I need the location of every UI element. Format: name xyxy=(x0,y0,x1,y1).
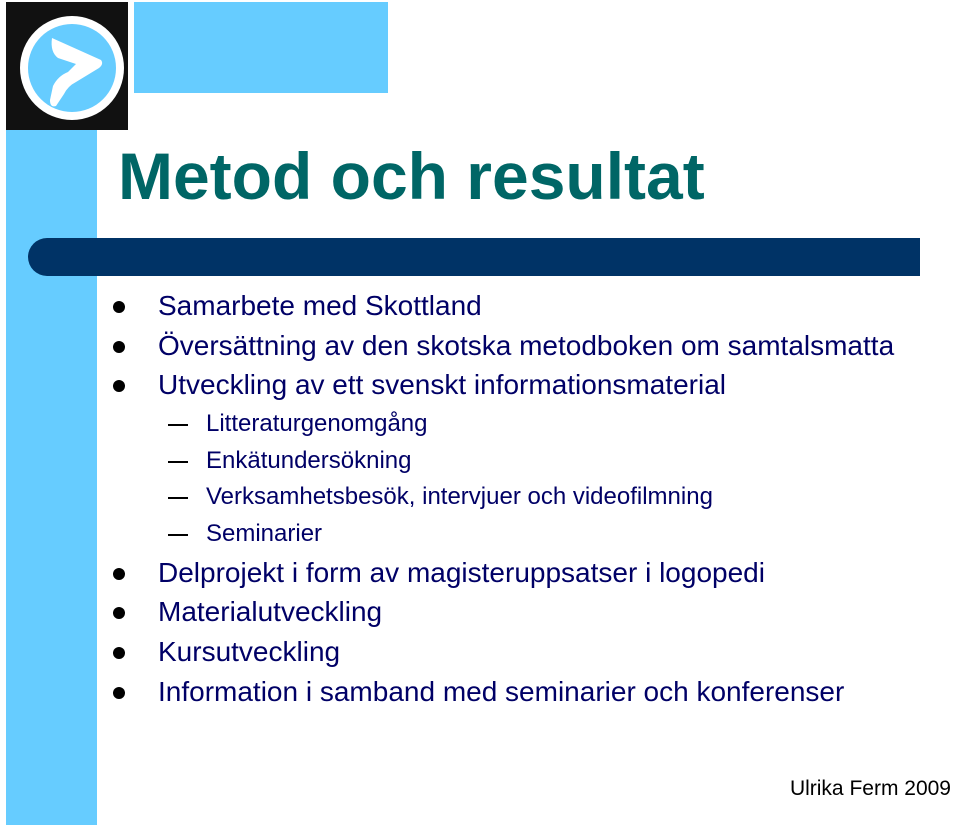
bullet-item xyxy=(158,675,844,709)
bullet-dot-icon xyxy=(113,607,125,619)
sub-bullet-text: Enkätundersökning xyxy=(206,447,412,474)
title-divider-bar xyxy=(28,238,920,276)
bullet-dot-icon xyxy=(113,687,125,699)
bullet-text: Utveckling av ett svenskt informationsmaterial xyxy=(158,369,726,400)
bullet-item xyxy=(158,556,765,590)
side-accent-bar xyxy=(6,130,97,825)
sub-bullet-text: Litteraturgenomgång xyxy=(206,410,428,437)
bullet-item xyxy=(158,289,482,323)
bullet-item xyxy=(158,595,382,629)
logo xyxy=(6,2,128,130)
play-circle-icon xyxy=(6,2,128,130)
bullet-dot-icon xyxy=(113,301,125,313)
slide-footer: Ulrika Ferm 2009 xyxy=(789,777,951,800)
bullet-dot-icon xyxy=(113,647,125,659)
bullet-text: Delprojekt i form av magisteruppsatser i logopedi xyxy=(158,557,765,588)
sub-bullet-item xyxy=(206,482,713,512)
bullet-dot-icon xyxy=(113,380,125,392)
sub-bullet-text: Seminarier xyxy=(206,520,323,547)
bullet-dot-icon xyxy=(113,568,125,580)
bullet-text: Samarbete med Skottland xyxy=(158,290,482,321)
sub-bullet-item xyxy=(206,519,322,549)
bullet-dot-icon xyxy=(113,341,125,353)
bullet-text: Materialutveckling xyxy=(158,596,383,627)
bullet-item xyxy=(158,368,726,402)
slide-title: Metod och resultat xyxy=(118,139,705,213)
sub-bullet-text: Verksamhetsbesök, intervjuer och videofilmning xyxy=(206,483,713,510)
dash-icon xyxy=(168,424,188,426)
dash-icon xyxy=(168,497,188,499)
dash-icon xyxy=(168,534,188,536)
bullet-item xyxy=(158,329,894,363)
bullet-text: Översättning av den skotska metodboken om samtalsmatta xyxy=(158,330,895,361)
sub-bullet-item xyxy=(206,409,427,439)
bullet-text: Kursutveckling xyxy=(158,636,341,667)
top-accent-bar xyxy=(134,2,388,93)
bullet-text: Information i samband med seminarier och konferenser xyxy=(158,676,845,707)
sub-bullet-item xyxy=(206,446,411,476)
dash-icon xyxy=(168,461,188,463)
bullet-item xyxy=(158,635,340,669)
